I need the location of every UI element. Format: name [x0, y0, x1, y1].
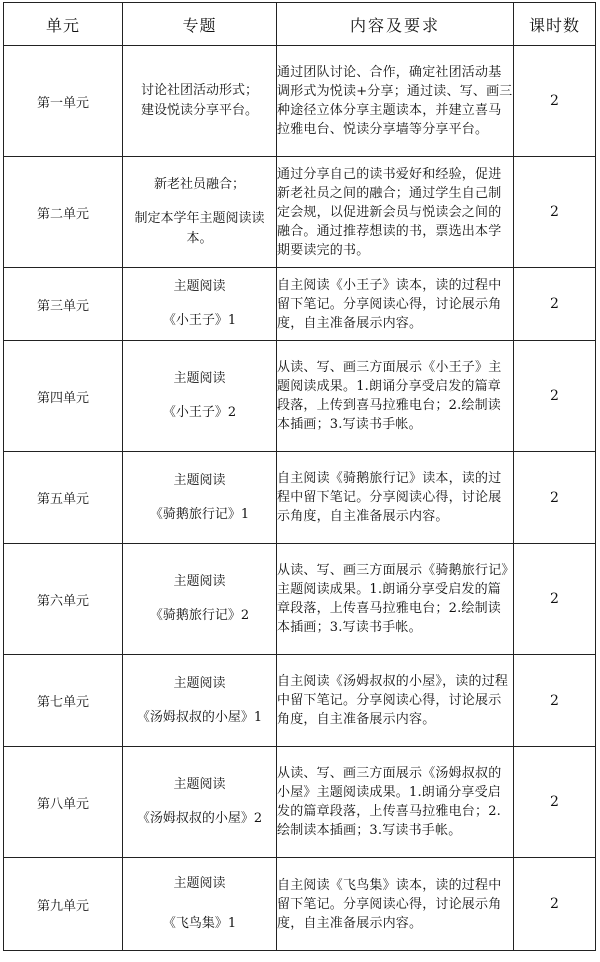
content-cell: 从读、写、画三方面展示《小王子》主题阅读成果。1.朗诵分享受启发的篇章段落，上传到喜马拉雅电台；2.绘制读本插画；3.写读书手帐。 — [277, 341, 514, 452]
header-unit: 单元 — [4, 3, 123, 46]
topic-line-2: 《小王子》1 — [162, 313, 237, 328]
content-cell: 从读、写、画三方面展示《汤姆叔叔的小屋》主题阅读成果。1.朗诵分享受启发的篇章段落，上传喜马拉雅电台；2.绘制读本插画；3.写读书手帐。 — [277, 747, 514, 858]
topic-cell — [123, 341, 277, 452]
hours-cell: 2 — [514, 544, 596, 655]
unit-cell: 第五单元 — [4, 452, 123, 544]
unit-cell: 第八单元 — [4, 747, 123, 858]
content-cell: 通过分享自己的读书爱好和经验，促进新老社员之间的融合；通过学生自己制定会规，以促进新会员与悦读会之间的融合。通过推荐想读的书，票选出本学期要读完的书。 — [277, 157, 514, 268]
header-content: 内容及要求 — [277, 3, 514, 46]
unit-cell: 第三单元 — [4, 268, 123, 341]
header-hours: 课时数 — [514, 3, 596, 46]
table-row — [4, 157, 596, 268]
unit-cell: 第一单元 — [4, 46, 123, 157]
hours-cell: 2 — [514, 157, 596, 268]
topic-line-2: 《小王子》2 — [162, 405, 237, 420]
topic-cell — [123, 157, 277, 268]
topic-cell — [123, 747, 277, 858]
topic-line-2: 《飞鸟集》1 — [162, 916, 237, 931]
topic-cell — [123, 452, 277, 544]
unit-cell: 第四单元 — [4, 341, 123, 452]
hours-cell: 2 — [514, 268, 596, 341]
table-row — [4, 747, 596, 858]
table-row — [4, 544, 596, 655]
table-row — [4, 858, 596, 951]
table-row — [4, 341, 596, 452]
topic-line-2: 建设悦读分享平台。 — [140, 103, 258, 118]
topic-line-1: 主题阅读 — [173, 371, 226, 386]
topic-line-1: 主题阅读 — [173, 279, 226, 294]
topic-line-1: 主题阅读 — [173, 472, 226, 488]
topic-line-1: 讨论社团活动形式； — [140, 83, 258, 98]
topic-line-2: 《汤姆叔叔的小屋》1 — [136, 709, 263, 725]
hours-cell: 2 — [514, 46, 596, 157]
content-cell: 自主阅读《骑鹅旅行记》读本，读的过程中留下笔记。分享阅读心得，讨论展示角度，自主准备展示内容。 — [277, 452, 514, 544]
hours-cell: 2 — [514, 341, 596, 452]
content-cell: 从读、写、画三方面展示《骑鹅旅行记》主题阅读成果。1.朗诵分享受启发的篇章段落，上传喜马拉雅电台；2.绘制读本插画；3.写读书手帐。 — [277, 544, 514, 655]
content-cell: 自主阅读《飞鸟集》读本，读的过程中留下笔记。分享阅读心得，讨论展示角度，自主准备展示内容。 — [277, 858, 514, 951]
unit-cell: 第二单元 — [4, 157, 123, 268]
topic-line-2: 《骑鹅旅行记》2 — [149, 608, 250, 623]
table-row — [4, 46, 596, 157]
hours-cell: 2 — [514, 452, 596, 544]
topic-cell — [123, 655, 277, 747]
topic-line-1: 新老社员融合； — [153, 177, 245, 192]
content-cell: 通过团队讨论、合作，确定社团活动基调形式为悦读+分享；通过读、写、画三种途径立体分享主题读本，并建立喜马拉雅电台、悦读分享墙等分享平台。 — [277, 46, 514, 157]
table-row — [4, 452, 596, 544]
topic-cell — [123, 544, 277, 655]
topic-line-1: 主题阅读 — [173, 675, 226, 691]
hours-cell: 2 — [514, 858, 596, 951]
unit-cell: 第九单元 — [4, 858, 123, 951]
hours-cell: 2 — [514, 655, 596, 747]
table-row — [4, 655, 596, 747]
topic-line-2: 《骑鹅旅行记》1 — [149, 506, 250, 522]
content-cell: 自主阅读《汤姆叔叔的小屋》，读的过程中留下笔记。分享阅读心得，讨论展示角度，自主准备展示内容。 — [277, 655, 514, 747]
table-row — [4, 268, 596, 341]
topic-line-1: 主题阅读 — [173, 777, 226, 792]
topic-cell — [123, 858, 277, 951]
topic-cell — [123, 268, 277, 341]
topic-line-1: 主题阅读 — [173, 876, 226, 891]
course-plan-table — [3, 2, 596, 951]
topic-line-2: 《汤姆叔叔的小屋》2 — [136, 811, 263, 826]
content-cell: 自主阅读《小王子》读本，读的过程中留下笔记。分享阅读心得，讨论展示角度，自主准备展示内容。 — [277, 268, 514, 341]
topic-line-2: 制定本学年主题阅读读本。 — [134, 211, 265, 246]
topic-line-1: 主题阅读 — [173, 574, 226, 589]
hours-cell: 2 — [514, 747, 596, 858]
unit-cell: 第七单元 — [4, 655, 123, 747]
unit-cell: 第六单元 — [4, 544, 123, 655]
header-topic: 专题 — [123, 3, 277, 46]
topic-cell — [123, 46, 277, 157]
header-row — [4, 3, 596, 46]
